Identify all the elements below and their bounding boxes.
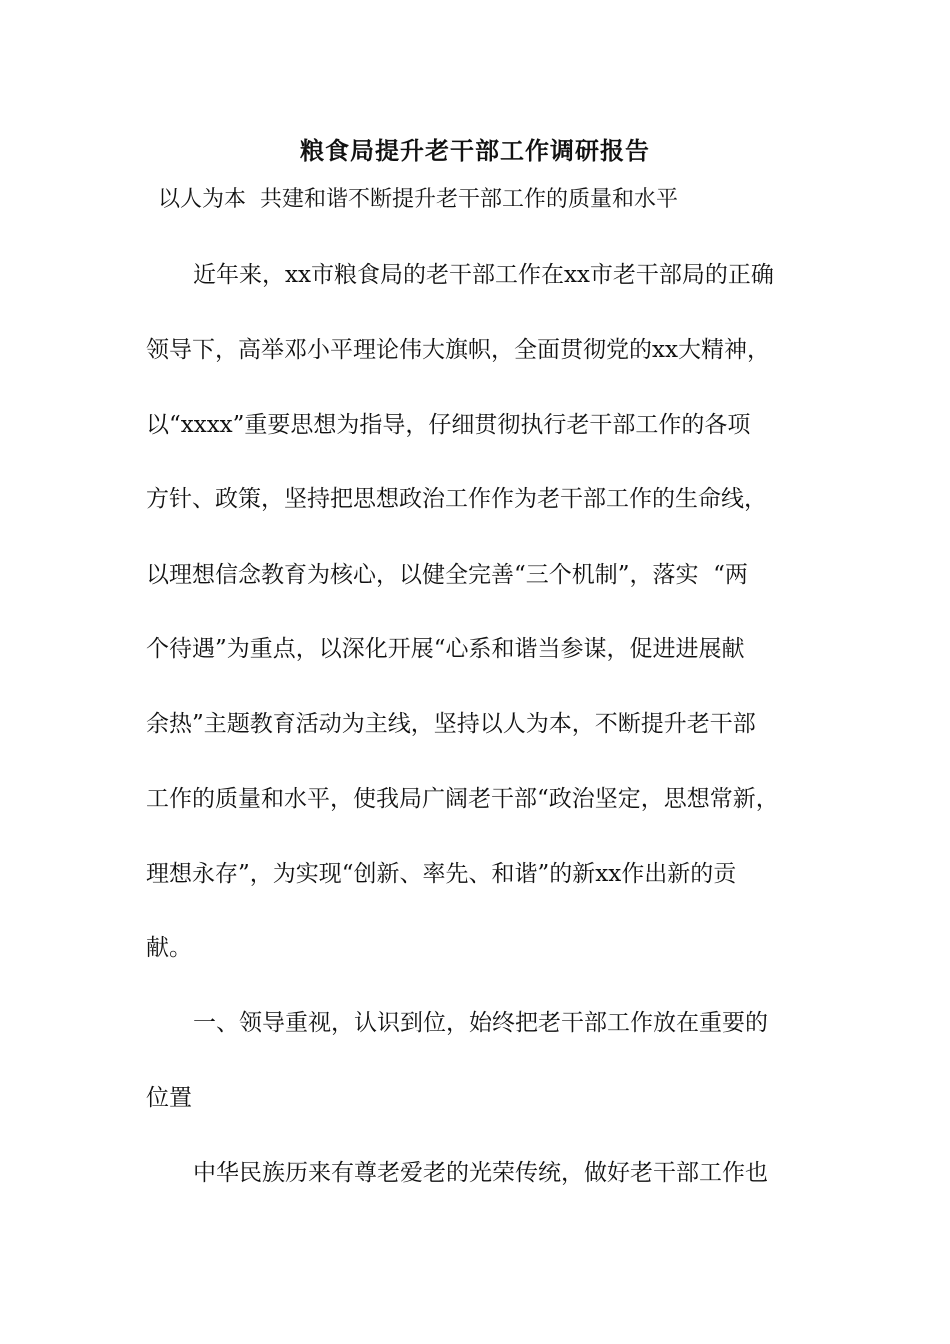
paragraph-line: 以“xxxx”重要思想为指导，仔细贯彻执行老干部工作的各项 [146, 412, 751, 438]
paragraph-line: 近年来，xx市粮食局的老干部工作在xx市老干部局的正确 [193, 262, 774, 288]
section-heading-line: 位置 [146, 1085, 192, 1111]
paragraph-line: 余热”主题教育活动为主线，坚持以人为本，不断提升老干部 [146, 711, 756, 737]
paragraph-line: 献。 [146, 935, 192, 961]
document-subtitle: 以人为本 共建和谐不断提升老干部工作的质量和水平 [158, 187, 678, 212]
document-title: 粮食局提升老干部工作调研报告 [300, 136, 650, 165]
paragraph-line: 工作的质量和水平，使我局广阔老干部“政治坚定，思想常新， [146, 786, 779, 812]
paragraph-line: 理想永存”，为实现“创新、率先、和谐”的新xx作出新的贡 [146, 861, 737, 887]
paragraph-line: 中华民族历来有尊老爱老的光荣传统，做好老干部工作也 [193, 1160, 768, 1186]
paragraph-line: 领导下，高举邓小平理论伟大旗帜，全面贯彻党的xx大精神， [146, 337, 770, 363]
paragraph-line: 以理想信念教育为核心，以健全完善“三个机制”，落实 “两 [146, 562, 748, 588]
paragraph-line: 个待遇”为重点，以深化开展“心系和谐当参谋，促进进展献 [146, 636, 745, 662]
section-heading-line: 一、领导重视，认识到位，始终把老干部工作放在重要的 [193, 1010, 768, 1036]
paragraph-line: 方针、政策，坚持把思想政治工作作为老干部工作的生命线， [146, 486, 767, 512]
